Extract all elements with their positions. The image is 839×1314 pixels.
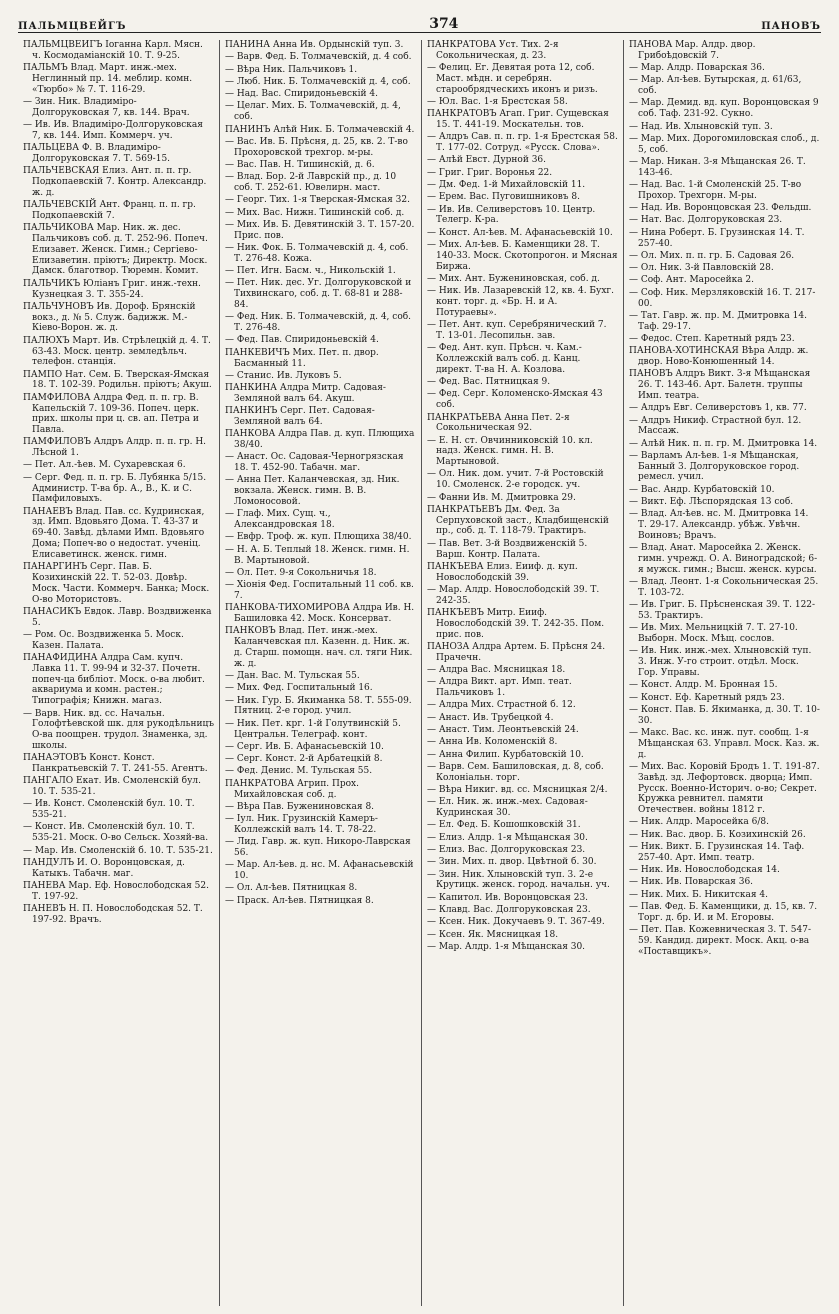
directory-entry: — Анна Ив. Коломенскій 8. <box>427 737 558 748</box>
directory-entry: ПАНГАЛО Екат. Ив. Смоленскій бул. 10. Т. 535-21. <box>23 776 201 798</box>
directory-entry: ПАЛЬЧУНОВЪ Ив. Дороф. Брянскій вокз., д. № 5. Служ. бадижж. М.-Кіево-Ворон. ж. д. <box>23 301 196 334</box>
directory-columns <box>18 40 825 1306</box>
directory-entry: ПАЛЮХЪ Март. Ив. Стрѣлецкій д. 4. Т. 63-43. Моск. центр. земледѣльч. телефон. станція. <box>23 335 211 368</box>
directory-entry: — Ксен. Ник. Докучаевъ 9. Т. 367-49. <box>427 917 605 928</box>
directory-entry: — Ол. Ал-ѣев. Пятницкая 8. <box>225 883 358 894</box>
directory-entry: — Целаг. Мих. Б. Толмачевскій, д. 4, соб. <box>225 101 401 123</box>
directory-entry: ПАНЕВЪ Н. П. Новослободская 52. Т. 197-92. Врачъ. <box>23 904 203 925</box>
directory-entry: ПАНИНЪ Алѣй Ник. Б. Толмачевскій 4. <box>225 124 415 135</box>
directory-entry: — Н. А. Б. Теплый 18. Женск. гимн. Н. В. Мартыновой. <box>225 544 410 566</box>
directory-entry: — Зин. Ник. Владиміро-Долгоруковская 7, кв. 144. Врач. <box>23 96 190 118</box>
directory-entry: — Юл. Вас. 1-я Брестская 58. <box>427 96 568 107</box>
directory-entry: ПАМФИЛОВА Алдра Фед. п. п. гр. В. Капельскій 7. 109-36. Попеч. церк. прих. школы при ц. св. ап. Петра и Павла. <box>23 392 200 436</box>
directory-entry: — Анаст. Ос. Садовая-Черногрязская 18. Т. 452-90. Табачн. маг. <box>225 452 404 474</box>
directory-entry: — Мих. Ив. Б. Девятинскій 3. Т. 157-20. Прис. пов. <box>225 219 415 241</box>
directory-entry: ПАНКРАТОВА Уст. Тих. 2-я Сокольническая, д. 23. <box>427 40 559 61</box>
directory-entry: ПАНОВЪ Алдръ Викт. 3-я Мѣщанская 26. Т. 143-46. Арт. Балетн. труппы Имп. театра. <box>629 369 811 401</box>
directory-entry: — Макс. Вас. кс. инж. пут. сообщ. 1-я Мѣщанская 63. Управл. Моск. Каз. ж. д. <box>629 728 820 760</box>
directory-entry: — Ол. Ник. 3-й Павловскій 28. <box>629 263 774 274</box>
directory-entry: ПАНАЕВЪ Влад. Пав. сс. Кудринская, зд. Имп. Вдовьяго Дома. Т. 43-37 и 69-40. Завѣд. дѣлами Имп. Вдовьяго Дома; Попеч-во о недостат. ученіц. Елисаветинск. женск. гимн. <box>23 506 205 560</box>
directory-entry: — Хіонія Фед. Госпитальный 11 соб. кв. 7. <box>225 580 414 601</box>
directory-entry: — Мар. Алдр. Поварская 36. <box>629 63 765 74</box>
directory-entry: — Зин. Мих. п. двор. Цвѣтной б. 30. <box>427 857 597 868</box>
directory-entry: — Елиз. Алдр. 1-я Мѣщанская 30. <box>427 832 588 843</box>
directory-entry: — Ерем. Вас. Пуговишниковъ 8. <box>427 192 580 203</box>
directory-entry: — Алдръ Евг. Селиверстовъ 1, кв. 77. <box>629 403 807 414</box>
directory-entry: — Алдръ Никиф. Страстной бул. 12. Массаж. <box>629 415 802 437</box>
directory-entry: — Люб. Ник. Б. Толмачевскій д. 4, соб. <box>225 76 411 87</box>
directory-entry: — Ник. Мих. Б. Никитская 4. <box>629 889 769 900</box>
directory-entry: ПАЛЬМЪ Влад. Март. инж.-мех. Неглинный пр. 14. меблир. комн. «Тюрбо» № 7. Т. 116-29. <box>23 63 193 95</box>
directory-entry: — Ол. Ник. дом. учит. 7-й Ростовскій 10. Смоленск. 2-е городск. уч. <box>427 469 604 491</box>
directory-entry: — Алдра Викт. арт. Имп. теат. Пальчиковъ 1. <box>427 677 572 699</box>
directory-entry: — Ник. Алдр. Маросейка 6/8. <box>629 817 769 828</box>
directory-entry: — Пав. Вет. 3-й Воздвиженскій 5. Варш. Контр. Палата. <box>427 538 588 560</box>
directory-entry: ПАНОВА-ХОТИНСКАЯ Вѣра Алдр. ж. двор. Ново-Конюшенный 14. <box>629 346 809 368</box>
running-head-left: ПАЛЬМЦВЕЙГЪ <box>18 21 127 32</box>
directory-entry: ПАНКОВЪ Влад. Пет. инж.-мех. Каланчевская пл. Казенн. д. Ник. ж. д. Старш. помощн. нач. сл. тяги Ник. ж. д. <box>225 626 413 669</box>
directory-entry: — Над. Ив. Хлыновскій туп. 3. <box>629 121 773 132</box>
directory-entry: ПАЛЬЧИКЪ Юліанъ Григ. инж.-техн. Кузнецкая 3. Т. 355-24. <box>23 278 201 300</box>
directory-entry: — Вас. Пав. Н. Тишинскій, д. 6. <box>225 159 375 170</box>
column-2 <box>220 40 422 1306</box>
directory-entry: ПАНКИНА Алдра Митр. Садовая-Земляной валъ 64. Акуш. <box>225 383 386 404</box>
directory-entry: ПАЛЬЦЕВА Ф. В. Владиміро-Долгоруковская 7. Т. 569-15. <box>23 143 171 164</box>
directory-entry: — Фелиц. Ег. Девятая рота 12, соб. Маст. мѣдн. и серебрян. старообрядческихъ иконъ и ризъ. <box>427 63 598 95</box>
directory-entry: — Ив. Ив. Владиміро-Долгоруковская 7, кв. 144. Имп. Коммерч. уч. <box>23 120 203 141</box>
directory-entry: — Конст. Еф. Каретный рядъ 23. <box>629 692 785 703</box>
directory-entry: — Конст. Ив. Смоленскій бул. 10. Т. 535-21. Моск. О-во Сельск. Хозяй-ва. <box>23 822 209 844</box>
directory-entry: — Лид. Гавр. ж. куп. Никоро-Лаврская 56. <box>225 837 411 858</box>
directory-entry: ПАНОВА Мар. Алдр. двор. Грибоѣдовскій 7. <box>629 40 756 61</box>
directory-entry: — Влад. Ал-ѣев. нс. М. Дмитровка 14. Т. 29-17. Александр. убѣж. Увѣчн. Воиновъ; Врачъ. <box>629 509 809 541</box>
directory-entry: ПАНАЭТОВЪ Конст. Конст. Панкратьевскій 7. Т. 241-55. Агентъ. <box>23 753 208 774</box>
directory-entry: — Варламъ Ал-ѣев. 1-я Мѣщанская, Банный 3. Долгоруковское город. ремесл. учил. <box>629 450 800 483</box>
directory-entry: — Евфр. Троф. ж. куп. Плющиха 38/40. <box>225 532 412 543</box>
directory-entry: — Мих. Вас. Коровій Бродъ 1. Т. 191-87. Завѣд. зд. Лефортовск. дворца; Имп. Русск. Военно-Историч. о-во; Секрет. Кружка ревнител. памяти Отечествен. войны 1812 г. <box>629 761 820 816</box>
directory-entry: — Нат. Вас. Долгоруковская 23. <box>629 215 783 226</box>
directory-entry: — Глаф. Мих. Сущ. ч., Александровская 18. <box>225 509 335 531</box>
directory-entry: — Соф. Ник. Мерзляковскій 16. Т. 217-00. <box>629 287 816 309</box>
directory-entry: ПАНКЪЕВЪ Митр. Еииф. Новослободскій 39. Т. 242-35. Пом. прис. пов. <box>427 608 605 640</box>
directory-entry: ПАНАСИКЪ Евдок. Лавр. Воздвиженка 5. <box>23 606 212 628</box>
directory-entry: — Мар. Демид. вд. куп. Воронцовская 9 соб. Таф. 231-92. Сукно. <box>629 98 819 120</box>
column-1 <box>18 40 220 1306</box>
directory-entry: — Анаст. Тим. Леонтьевскій 24. <box>427 725 579 736</box>
page-number: 374 <box>429 16 459 32</box>
directory-entry: — Анна Пет. Каланчевская, зд. Ник. вокзала. Женск. гимн. В. В. Ломоносовой. <box>225 475 400 508</box>
directory-entry: — Фед. Пав. Спиридоньевскій 4. <box>225 335 379 346</box>
directory-entry: ПАМФИЛОВЪ Алдръ Алдр. п. п. гр. Н. Лѣсной 1. <box>23 437 207 459</box>
directory-entry: — Пав. Фед. Б. Каменщики, д. 15, кв. 7. Торг. д. бр. И. и М. Егоровы. <box>629 901 818 923</box>
directory-entry: ПАНДУЛЪ И. О. Воронцовская, д. Катыкъ. Табачн. маг. <box>23 857 185 879</box>
directory-entry: — Дм. Фед. 1-й Михайловскій 11. <box>427 180 586 191</box>
directory-entry: — Мих. Фед. Госпитальный 16. <box>225 683 373 694</box>
directory-entry: ПАНКИНЪ Серг. Пет. Садовая-Земляной валъ 64. <box>225 406 375 427</box>
directory-entry: — Конст. Ал-ѣев. М. Афанасьевскій 10. <box>427 227 613 238</box>
directory-entry: — Мар. Ал-ѣев. Бутырская, д. 61/63, соб. <box>629 75 802 97</box>
directory-entry: — Влад. Бор. 2-й Лаврскій пр., д. 10 соб. Т. 252-61. Ювелирн. маст. <box>225 172 397 194</box>
directory-entry: — Вѣра Никиг. вд. сс. Мясницкая 2/4. <box>427 785 608 795</box>
directory-entry: — Ник. Пет. крг. 1-й Голутвинскій 5. Центральн. Телеграф. конт. <box>225 718 401 740</box>
directory-entry: — Мих. Ал-ѣев. Б. Каменщики 28. Т. 140-33. Моск. Скотопрогон. и Мясная Биржа. <box>427 240 618 272</box>
directory-entry: — Елиз. Вас. Долгоруковская 23. <box>427 844 586 855</box>
directory-entry: ПАНИНА Анна Ив. Ордынскій туп. 3. <box>225 40 404 50</box>
directory-entry: ПАНОЗА Алдра Артем. Б. Прѣсня 24. Прачечн. <box>427 641 606 663</box>
directory-entry: ПАНКРАТОВЪ Агап. Григ. Сущевская 15. Т. 441-19. Москательн. тов. <box>427 109 609 131</box>
directory-entry: — Праск. Ал-ѣев. Пятницкая 8. <box>225 895 374 906</box>
directory-entry: ПАНКЕВИЧЪ Мих. Пет. п. двор. Басманный 11. <box>225 347 379 369</box>
directory-entry: — Дан. Вас. М. Тульская 55. <box>225 671 360 682</box>
directory-entry: — Викт. Еф. Лѣспорядская 13 соб. <box>629 497 794 508</box>
directory-entry: — Клавд. Вас. Долгоруковская 23. <box>427 904 591 915</box>
directory-entry: — Ол. Мих. п. п. гр. Б. Садовая 26. <box>629 250 795 261</box>
directory-entry: — Фед. Вас. Пятницкая 9. <box>427 377 551 388</box>
directory-entry: — Пет. Пав. Кожевническая 3. Т. 547-59. Кандид. директ. Моск. Акц. о-ва «Поставщикъ». <box>629 925 812 957</box>
directory-entry: ПАЛЬЧИКОВА Мар. Ник. ж. дес. Пальчиковъ соб. д. Т. 252-96. Попеч. Елизавет. Женск. Гимн.; Сергіево-Елизаветин. пріютъ; Директр. Моск. Дамск. благотвор. Тюремн. Комит. <box>23 223 208 277</box>
directory-entry: — Ник. Фок. Б. Толмачевскій д. 4, соб. Т. 276-48. Кожа. <box>225 243 409 264</box>
directory-entry: — Вѣра Пав. Бужениновская 8. <box>225 801 375 812</box>
directory-entry: — Пет. Ал.-ѣев. М. Сухаревская 6. <box>23 460 186 471</box>
directory-entry: — Серг. Ив. Б. Афанасьевскій 10. <box>225 741 384 752</box>
directory-entry: — Тат. Гавр. ж. пр. М. Дмитровка 14. Таф. 29-17. <box>629 310 807 332</box>
column-4 <box>624 40 825 1306</box>
directory-entry: — Пет. Ник. дес. Уг. Долгоруковской и Тихвинскаго, соб. д. Т. 68-81 и 288-84. <box>225 278 412 311</box>
directory-entry: — Григ. Григ. Воронья 22. <box>427 167 553 178</box>
directory-entry: ПАЛЬМЦВЕЙГЪ Іоганна Карл. Мясн. ч. Космодаміанскій 10. Т. 9-25. <box>23 40 203 61</box>
directory-entry: — Ив. Конст. Смоленскій бул. 10. Т. 535-21. <box>23 799 195 821</box>
directory-entry: — Станис. Ив. Луковъ 5. <box>225 370 342 381</box>
directory-entry: ПАНКРАТОВА Агрип. Прох. Михайловская соб. д. <box>225 778 359 800</box>
directory-entry: — Ел. Фед. Б. Кошошковскій 31. <box>427 820 581 831</box>
directory-entry: — Алѣй Евст. Дурной 36. <box>427 155 547 166</box>
directory-entry: — Фед. Денис. М. Тульская 55. <box>225 766 373 777</box>
directory-entry: — Серг. Конст. 2-й Арбатецкій 8. <box>225 754 383 765</box>
directory-entry: — Мих. Ант. Бужениновская, соб. д. <box>427 273 600 284</box>
directory-entry: — Ол. Пет. 9-я Сокольничья 18. <box>225 567 377 578</box>
directory-entry: — Ник. Гур. Б. Якиманка 58. Т. 555-09. Пятниц. 2-е город. учил. <box>225 695 412 717</box>
directory-entry: — Вѣра Ник. Пальчиковъ 1. <box>225 64 358 75</box>
directory-entry: — Мар. Алдр. Новослободскій 39. Т. 242-35. <box>427 584 600 606</box>
directory-entry: — Ник. Викт. Б. Грузинская 14. Таф. 257-40. Арт. Имп. театр. <box>629 841 805 863</box>
directory-entry: — Нина Роберт. Б. Грузинская 14. Т. 257-40. <box>629 227 805 249</box>
directory-entry: — Зин. Ник. Хлыновскій туп. 3. 2-е Крутицк. женск. город. начальн. уч. <box>427 869 610 891</box>
directory-entry: — Конст. Алдр. М. Бронная 15. <box>629 680 778 691</box>
directory-entry: — Фанни Ив. М. Дмитровка 29. <box>427 492 576 503</box>
directory-entry: — Георг. Тих. 1-я Тверская-Ямская 32. <box>225 195 410 206</box>
directory-entry: — Алдра Вас. Мясницкая 18. <box>427 665 566 676</box>
page-header <box>18 6 821 33</box>
directory-entry: — Варв. Ник. вд. сс. Начальн. Голофтѣевской шк. для рукодѣльницъ О-ва поощрен. трудол. Знаменка, зд. школы. <box>23 708 215 751</box>
directory-entry: — Над. Вас. Спиридоньевскій 4. <box>225 89 378 100</box>
directory-entry: — Фед. Ник. Б. Толмачевскій, д. 4, соб. Т. 276-48. <box>225 312 412 334</box>
directory-entry: — Мих. Вас. Нижн. Тишинскій соб. д. <box>225 207 405 218</box>
directory-entry: — Ив. Мих. Мельницкій 7. Т. 27-10. Выборн. Моск. Мѣщ. сослов. <box>629 623 798 645</box>
directory-entry: — Алдра Мих. Страстной б. 12. <box>427 700 576 711</box>
directory-entry: — Над. Ив. Воронцовская 23. Фельдш. <box>629 203 812 214</box>
directory-entry: — Фед. Серг. Коломенско-Ямская 43 соб. <box>427 389 603 411</box>
directory-entry: — Е. Н. ст. Овчинниковскій 10. кл. надз. Женск. гимн. Н. В. Мартыновой. <box>427 435 593 468</box>
directory-entry: — Мар. Алдр. 1-я Мѣщанская 30. <box>427 941 586 952</box>
directory-entry: ПАНКРАТЬЕВА Анна Пет. 2-я Сокольническая 92. <box>427 412 570 434</box>
directory-entry: — Анна Филип. Курбатовскій 10. <box>427 749 584 760</box>
directory-entry: ПАЛЬЧЕВСКІЙ Ант. Франц. п. п. гр. Подкопаевскій 7. <box>23 200 196 221</box>
directory-entry: ПАНКОВА-ТИХОМИРОВА Алдра Ив. Н. Башиловка 42. Моск. Консерват. <box>225 603 415 625</box>
directory-entry: — Ник. Вас. двор. Б. Козихинскій 26. <box>629 829 806 840</box>
directory-entry: — Над. Вас. 1-й Смоленскій 25. Т-во Прохор. Трехгорн. М-ры. <box>629 180 802 201</box>
directory-entry: — Іул. Ник. Грузинскій Камеръ-Коллежскій валъ 14. Т. 78-22. <box>225 814 378 835</box>
directory-entry: — Ник. Ив. Поварская 36. <box>629 877 754 888</box>
directory-entry: — Варв. Сем. Башиловская, д. 8, соб. Колоніальн. торг. <box>427 761 604 783</box>
directory-entry: — Влад. Леонт. 1-я Сокольническая 25. Т. 103-72. <box>629 577 819 598</box>
column-3 <box>422 40 624 1306</box>
directory-entry: — Ив. Григ. Б. Прѣсненская 39. Т. 122-53. Трактиръ. <box>629 600 816 622</box>
directory-entry: — Мар. Ив. Смоленскій б. 10. Т. 535-21. <box>23 845 213 856</box>
directory-entry: — Ник. Ив. Лазаревскій 12, кв. 4. Бухг. конт. торг. д. «Бр. Н. и А. Потураевы». <box>427 286 614 318</box>
directory-entry: — Фед. Ант. куп. Прѣсн. ч. Кам.-Коллежскій валъ соб. д. Канц. директ. Т-ва Н. А. Козлова. <box>427 343 582 375</box>
directory-entry: — Мар. Ал-ѣев. д. нс. М. Афанасьевскій 10. <box>225 860 414 882</box>
directory-entry: ПАМПО Нат. Сем. Б. Тверская-Ямская 18. Т. 102-39. Родильн. пріютъ; Акуш. <box>23 369 212 391</box>
directory-entry: — Серг. Фед. п. п. гр. Б. Лубянка 5/15. Администр. Т-ва бр. А., В., К. и С. Памфиловыхъ. <box>23 472 207 505</box>
directory-entry: — Вас. Андр. Курбатовскій 10. <box>629 484 775 495</box>
directory-entry: — Конст. Пав. Б. Якиманка, д. 30. Т. 10-30. <box>629 704 820 726</box>
directory-entry: — Пет. Ант. куп. Серебрянический 7. Т. 13-01. Лесопильн. зав. <box>427 320 607 341</box>
directory-entry: — Влад. Анат. Маросейка 2. Женск. гимн. учрежд. О. А. Виноградской; 6-я мужск. гимн.; Высш. женск. курсы. <box>629 543 818 575</box>
directory-entry: — Ел. Ник. ж. инж.-мех. Садовая-Кудринская 30. <box>427 797 588 819</box>
directory-entry: ПАНАРГИНЪ Серг. Пав. Б. Козихинскій 22. Т. 52-03. Довѣр. Моск. Части. Коммерч. Банка; Моск. О-во Мотористовъ. <box>23 562 210 605</box>
directory-entry: — Федос. Степ. Каретный рядъ 23. <box>629 333 795 344</box>
directory-entry: — Вас. Ив. Б. Прѣсня, д. 25, кв. 2. Т-во Прохоровской трехгор. м-ры. <box>225 136 408 158</box>
directory-entry: ПАНКЪЕВА Елиз. Еииф. д. куп. Новослободскій 39. <box>427 561 578 583</box>
directory-entry: — Ив. Ив. Селиверстовъ 10. Центр. Телегр. К-ра. <box>427 204 596 226</box>
directory-entry: — Варв. Фед. Б. Толмачевскій, д. 4 соб. <box>225 52 412 63</box>
directory-entry: ПАНКРАТЬЕВЪ Дм. Фед. За Серпуховской заст., Кладбищенскій пр., соб. д. Т. 118-79. Трактиръ. <box>427 504 609 537</box>
directory-entry: — Соф. Ант. Маросейка 2. <box>629 275 755 286</box>
directory-entry: — Ник. Ив. Новослободская 14. <box>629 865 780 876</box>
directory-entry: ПАНЕВА Мар. Еф. Новослободская 52. Т. 197-92. <box>23 880 209 902</box>
directory-entry: — Ром. Ос. Воздвиженка 5. Моск. Казен. Палата. <box>23 629 184 651</box>
directory-entry: — Анаст. Ив. Трубецкой 4. <box>427 712 554 723</box>
directory-entry: ПАЛЬЧЕВСКАЯ Елиз. Ант. п. п. гр. Подкопаевскій 7. Контр. Александр. ж. д. <box>23 166 207 198</box>
directory-entry: — Алдръ Сав. п. п. гр. 1-я Брестская 58. Т. 177-02. Сотруд. «Русск. Слова». <box>427 132 618 154</box>
directory-entry: — Алѣй Ник. п. п. гр. М. Дмитровка 14. <box>629 438 818 449</box>
directory-entry: — Ксен. Як. Мясницкая 18. <box>427 929 559 940</box>
directory-entry: — Пет. Игн. Басм. ч., Никольскій 1. <box>225 266 396 277</box>
directory-entry: ПАНАФИДИНА Алдра Сам. купч. Лавка 11. Т. 99-94 и 32-37. Почетн. попеч-ца библіот. Моск. о-ва любит. аквариума и комн. растен.; Типографія; Книжн. магаз. <box>23 653 205 707</box>
directory-entry: — Мар. Мих. Дорогомиловская слоб., д. 5, соб. <box>629 133 820 155</box>
directory-entry: — Капитол. Ив. Воронцовская 23. <box>427 892 589 903</box>
directory-entry: — Мар. Никан. 3-я Мѣщанская 26. Т. 143-46. <box>629 156 806 178</box>
running-head-right: ПАНОВЪ <box>761 21 821 32</box>
directory-entry: — Ив. Ник. инж.-мех. Хлыновскій туп. 3. Инж. У-го строит. отдѣл. Моск. Гор. Управы. <box>629 646 812 679</box>
directory-entry: ПАНКОВА Алдра Пав. д. куп. Плющиха 38/40. <box>225 429 415 451</box>
